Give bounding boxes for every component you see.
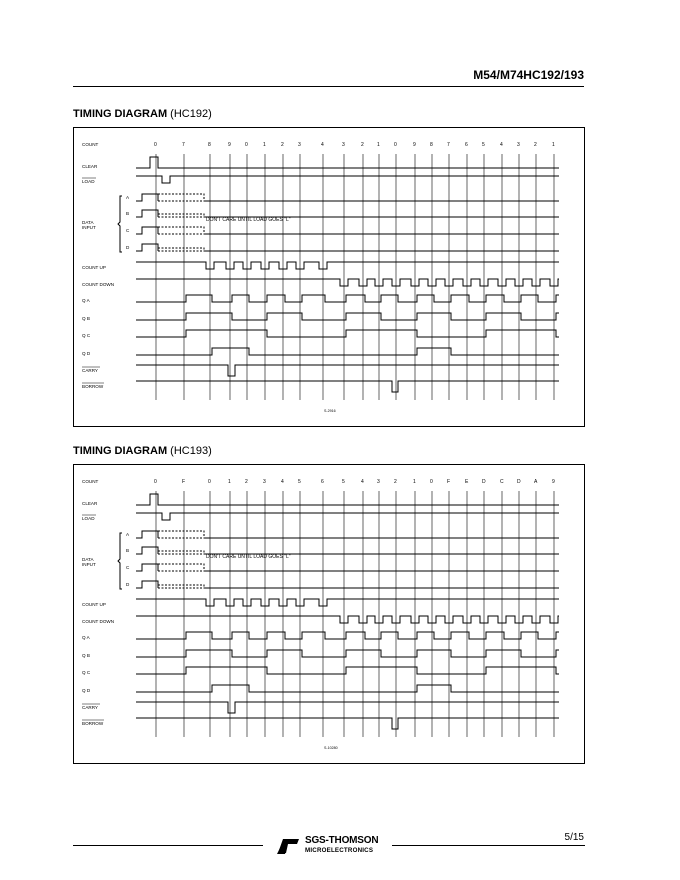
timing-diagram-hc192-svg: [74, 128, 584, 426]
count-value: 2: [361, 142, 364, 148]
signal-label: Q D: [82, 351, 91, 356]
signal-label: Q A: [82, 635, 90, 640]
clear-waveform: [136, 157, 559, 168]
signal-label: C: [126, 565, 130, 570]
count-down-waveform: [136, 279, 559, 286]
section-title-suffix: (HC193): [170, 445, 212, 457]
figure-code: S-2916: [324, 409, 336, 413]
count-value: 5: [298, 479, 301, 485]
count-value: 2: [245, 479, 248, 485]
signal-label: COUNT DOWN: [82, 619, 115, 624]
signal-label: D: [126, 582, 130, 587]
signal-label: DATA: [82, 220, 94, 225]
part-number-header: M54/M74HC192/193: [473, 68, 584, 82]
count-value: 1: [552, 142, 555, 148]
count-value: 3: [377, 479, 380, 485]
count-value: 7: [447, 142, 450, 148]
count-value: 1: [228, 479, 231, 485]
count-value: C: [500, 479, 504, 485]
borrow-waveform: [136, 381, 559, 392]
count-value: 2: [534, 142, 537, 148]
count-value: 8: [430, 142, 433, 148]
count-up-waveform: [136, 262, 559, 269]
count-value: 5: [482, 142, 485, 148]
signal-label: COUNT DOWN: [82, 282, 115, 287]
output-qd-waveform: [136, 348, 559, 355]
signal-label: A: [126, 195, 130, 200]
count-value: 0: [394, 142, 397, 148]
data-input-brace: [118, 533, 122, 589]
count-value: 2: [394, 479, 397, 485]
borrow-waveform: [136, 718, 559, 729]
signal-label: COUNT UP: [82, 265, 106, 270]
logo-company-subtitle: MICROELECTRONICS: [305, 847, 374, 854]
count-value: 5: [342, 479, 345, 485]
timing-diagram-hc193: [73, 464, 585, 764]
signal-label: LOAD: [82, 179, 95, 184]
count-value: 3: [298, 142, 301, 148]
output-qa-waveform: [136, 632, 559, 639]
data-dont-care: [158, 227, 204, 234]
count-value: 3: [517, 142, 520, 148]
signal-label: A: [126, 532, 130, 537]
timing-diagram-hc193-svg: [74, 465, 584, 763]
signal-label: D: [126, 245, 130, 250]
count-value: 3: [342, 142, 345, 148]
output-qc-waveform: [136, 330, 559, 337]
data-dont-care: [158, 564, 204, 571]
count-value: 2: [281, 142, 284, 148]
count-value: 0: [154, 479, 157, 485]
signal-label: CLEAR: [82, 164, 98, 169]
signal-label: Q C: [82, 333, 91, 338]
count-value: 7: [182, 142, 185, 148]
carry-waveform: [136, 365, 559, 376]
dont-care-annotation: DON'T CARE UNTIL LOAD GOES "L": [206, 554, 291, 560]
count-value: 0: [430, 479, 433, 485]
signal-label: COUNT: [82, 479, 99, 484]
signal-label: DATA: [82, 557, 94, 562]
count-value: E: [465, 479, 469, 485]
footer-line-left: [73, 845, 263, 846]
signal-label: Q B: [82, 653, 90, 658]
count-value: F: [447, 479, 451, 485]
section-title-hc192: [73, 108, 212, 120]
section-title-hc193: [73, 445, 212, 457]
company-logo: [275, 835, 390, 857]
figure-code: S-10280: [324, 746, 338, 750]
count-value: 4: [500, 142, 503, 148]
data-dont-care: [158, 531, 204, 538]
signal-label: C: [126, 228, 130, 233]
count-value: D: [482, 479, 486, 485]
count-value: 0: [154, 142, 157, 148]
signal-label: BORROW: [82, 384, 104, 389]
signal-label: LOAD: [82, 516, 95, 521]
data-input-brace: [118, 196, 122, 252]
output-qc-waveform: [136, 667, 559, 674]
carry-waveform: [136, 702, 559, 713]
count-value: 0: [208, 479, 211, 485]
count-value: D: [517, 479, 521, 485]
count-value: 4: [321, 142, 324, 148]
load-waveform: [136, 513, 559, 520]
signal-label: COUNT: [82, 142, 99, 147]
timing-diagram-hc192: [73, 127, 585, 427]
count-value: 6: [321, 479, 324, 485]
output-qa-waveform: [136, 295, 559, 302]
count-value: F: [182, 479, 186, 485]
st-logo-icon: [275, 836, 301, 856]
count-value: 4: [361, 479, 364, 485]
data-input-d: [136, 581, 158, 588]
count-value: 9: [552, 479, 555, 485]
signal-label: Q D: [82, 688, 91, 693]
data-input-c: [136, 227, 158, 234]
signal-label: B: [126, 548, 130, 553]
signal-label: Q A: [82, 298, 90, 303]
signal-label: COUNT UP: [82, 602, 106, 607]
section-title-bold: TIMING DIAGRAM: [73, 445, 168, 457]
page-number: 5/15: [564, 832, 584, 843]
data-input-b: [136, 547, 158, 554]
signal-label: B: [126, 211, 130, 216]
count-value: 1: [377, 142, 380, 148]
data-input-b: [136, 210, 158, 217]
data-input-a: [136, 531, 158, 538]
clear-waveform: [136, 494, 559, 505]
count-value: 0: [245, 142, 248, 148]
data-dont-care: [158, 194, 204, 201]
count-value: 8: [208, 142, 211, 148]
section-title-bold: TIMING DIAGRAM: [73, 108, 168, 120]
signal-label: BORROW: [82, 721, 104, 726]
count-value: 6: [465, 142, 468, 148]
count-value: 4: [281, 479, 284, 485]
output-qb-waveform: [136, 650, 559, 657]
header-rule: [73, 86, 584, 87]
count-value: 1: [263, 142, 266, 148]
signal-label: Q C: [82, 670, 91, 675]
output-qb-waveform: [136, 313, 559, 320]
load-waveform: [136, 176, 559, 183]
data-input-d: [136, 244, 158, 251]
footer-line-right: [392, 845, 585, 846]
data-input-c: [136, 564, 158, 571]
signal-label: CARRY: [82, 705, 98, 710]
signal-label: CARRY: [82, 368, 98, 373]
data-input-a: [136, 194, 158, 201]
dont-care-annotation: DON'T CARE UNTIL LOAD GOES "L": [206, 217, 291, 223]
section-title-suffix: (HC192): [170, 108, 212, 120]
count-value: 9: [413, 142, 416, 148]
count-value: A: [534, 479, 538, 485]
logo-company-name: SGS-THOMSON: [305, 835, 379, 846]
signal-label: Q B: [82, 316, 90, 321]
output-qd-waveform: [136, 685, 559, 692]
signal-label: CLEAR: [82, 501, 98, 506]
count-value: 1: [413, 479, 416, 485]
count-value: 9: [228, 142, 231, 148]
count-value: 3: [263, 479, 266, 485]
signal-label: INPUT: [82, 225, 96, 230]
count-down-waveform: [136, 616, 559, 623]
signal-label: INPUT: [82, 562, 96, 567]
count-up-waveform: [136, 599, 559, 606]
